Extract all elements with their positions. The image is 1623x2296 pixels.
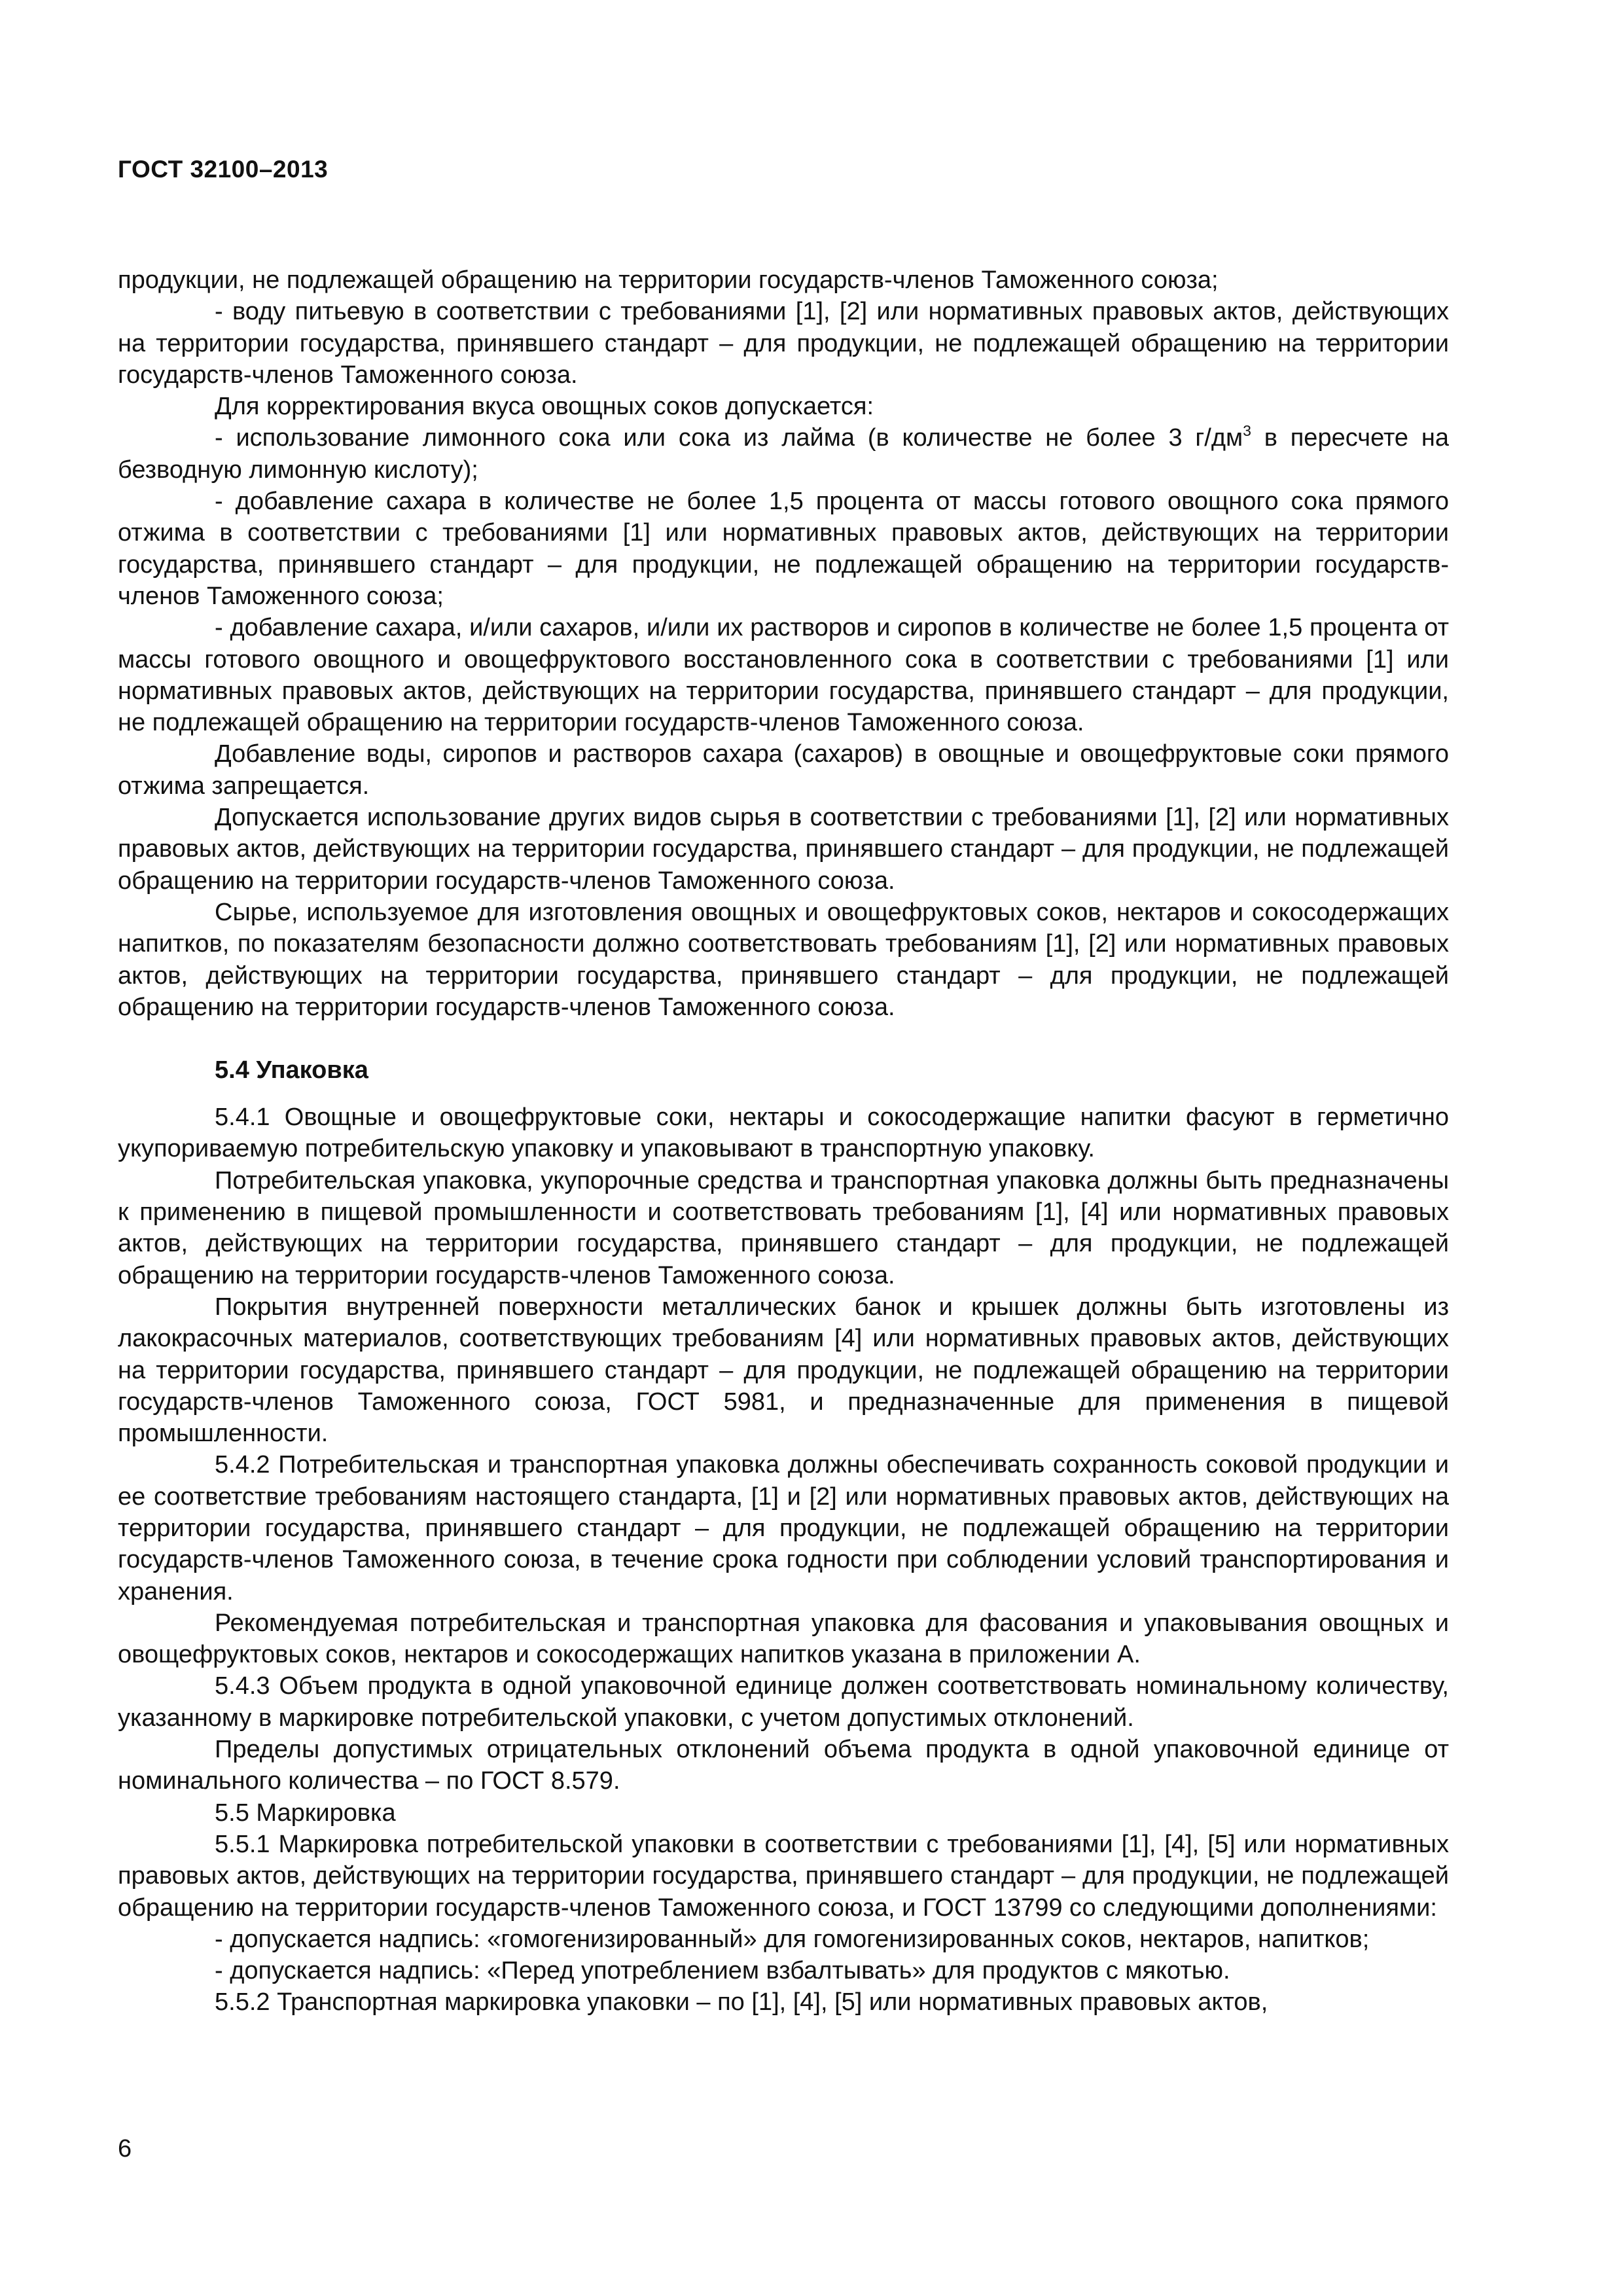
paragraph: 5.4.2 Потребительская и транспортная упаковка должны обеспечивать сохранность соковой продукции и ее соответствие требованиям настоящего стандарта, [1] и [2] или нормативных правовых актов, действующих на территории государства, принявшего стандарт – для продукции, не подлежащей обращению на территории государств-членов Таможенного союза, в течение срока годности при соблюдении условий транспортирования и хранения. <box>118 1451 1449 1605</box>
paragraph-lemon-juice <box>118 422 1449 486</box>
paragraph: Потребительская упаковка, укупорочные средства и транспортная упаковка должны быть предназначены к применению в пищевой промышленности и соответствовать требованиям [1], [4] или нормативных правовых актов, действующих на территории государства, принявшего стандарт – для продукции, не подлежащей обращению на территории государств-членов Таможенного союза. <box>118 1166 1449 1289</box>
paragraph: Добавление воды, сиропов и растворов сахара (сахаров) в овощные и овощефруктовые соки прямого отжима запрещается. <box>118 740 1449 800</box>
paragraph: - допускается надпись: «гомогенизированный» для гомогенизированных соков, нектаров, напитков; <box>215 1925 1370 1953</box>
paragraph: Рекомендуемая потребительская и транспортная упаковка для фасования и упаковывания овощных и овощефруктовых соков, нектаров и сокосодержащих напитков указана в приложении А. <box>118 1609 1449 1669</box>
paragraph: 5.4.1 Овощные и овощефруктовые соки, нектары и сокосодержащие напитки фасуют в герметично укупориваемую потребительскую упаковку и упаковывают в транспортную упаковку. <box>118 1103 1449 1163</box>
paragraph: Сырье, используемое для изготовления овощных и овощефруктовых соков, нектаров и сокосодержащих напитков, по показателям безопасности должно соответствовать требованиям [1], [2] или нормативных правовых актов, действующих на территории государства, принявшего стандарт – для продукции, не подлежащей обращению на территории государств-членов Таможенного союза. <box>118 898 1449 1021</box>
paragraph: Допускается использование других видов сырья в соответствии с требованиями [1], [2] или нормативных правовых актов, действующих на территории государства, принявшего стандарт – для продукции, не подлежащей обращению на территории государств-членов Таможенного союза. <box>118 804 1449 895</box>
paragraph: 5.4.3 Объем продукта в одной упаковочной единице должен соответствовать номинальному количеству, указанному в маркировке потребительской упаковки, с учетом допустимых отклонений. <box>118 1672 1449 1732</box>
subsection-heading: 5.5 Маркировка <box>215 1799 396 1827</box>
paragraph: - добавление сахара, и/или сахаров, и/или их растворов и сиропов в количестве не более 1,5 процента от массы готового овощного и овощефруктового восстановленного сока в соответствии с требованиями [1] или нормативных правовых актов, действующих на территории государства, принявшего стандарт – для продукции, не подлежащей обращению на территории государств-членов Таможенного союза. <box>118 614 1449 737</box>
page-number: 6 <box>118 2135 132 2162</box>
lemon-text-after: в пересчете на безводную лимонную кислоту); <box>118 424 1449 484</box>
lemon-text-before: - использование лимонного сока или сока из лайма (в количестве не более 3 г/дм <box>215 424 1243 452</box>
paragraph: 5.5.1 Маркировка потребительской упаковки в соответствии с требованиями [1], [4], [5] или нормативных правовых актов, действующих на территории государства, принявшего стандарт – для продукции, не подлежащей обращению на территории государств-членов Таможенного союза, и ГОСТ 13799 со следующими дополнениями: <box>118 1830 1449 1922</box>
paragraph: 5.5.2 Транспортная маркировка упаковки – по [1], [4], [5] или нормативных правовых актов, <box>215 1988 1268 2017</box>
section-heading: 5.4 Упаковка <box>215 1056 368 1085</box>
document-code-header: ГОСТ 32100–2013 <box>118 156 329 183</box>
paragraph: Для корректирования вкуса овощных соков допускается: <box>215 393 874 421</box>
paragraph: Покрытия внутренней поверхности металлических банок и крышек должны быть изготовлены из лакокрасочных материалов, соответствующих требованиям [4] или нормативных правовых актов, действующих на территории государства, принявшего стандарт – для продукции, не подлежащей обращению на территории государств-членов Таможенного союза, ГОСТ 5981, и предназначенные для применения в пищевой промышленности. <box>118 1293 1449 1448</box>
unit-superscript: 3 <box>1243 422 1251 440</box>
paragraph: - добавление сахара в количестве не более 1,5 процента от массы готового овощного сока прямого отжима в соответствии с требованиями [1] или нормативных правовых актов, действующих на территории государства, принявшего стандарт – для продукции, не подлежащей обращению на территории государств-членов Таможенного союза; <box>118 488 1449 610</box>
paragraph: - воду питьевую в соответствии с требованиями [1], [2] или нормативных правовых актов, действующих на территории государства, принявшего стандарт – для продукции, не подлежащей обращению на территории государств-членов Таможенного союза. <box>118 298 1449 389</box>
paragraph: - допускается надпись: «Перед употреблением взбалтывать» для продуктов с мякотью. <box>215 1957 1230 1985</box>
paragraph: продукции, не подлежащей обращению на территории государств-членов Таможенного союза; <box>118 266 1219 294</box>
paragraph: Пределы допустимых отрицательных отклонений объема продукта в одной упаковочной единице от номинального количества – по ГОСТ 8.579. <box>118 1736 1449 1795</box>
document-body <box>118 264 1449 2018</box>
